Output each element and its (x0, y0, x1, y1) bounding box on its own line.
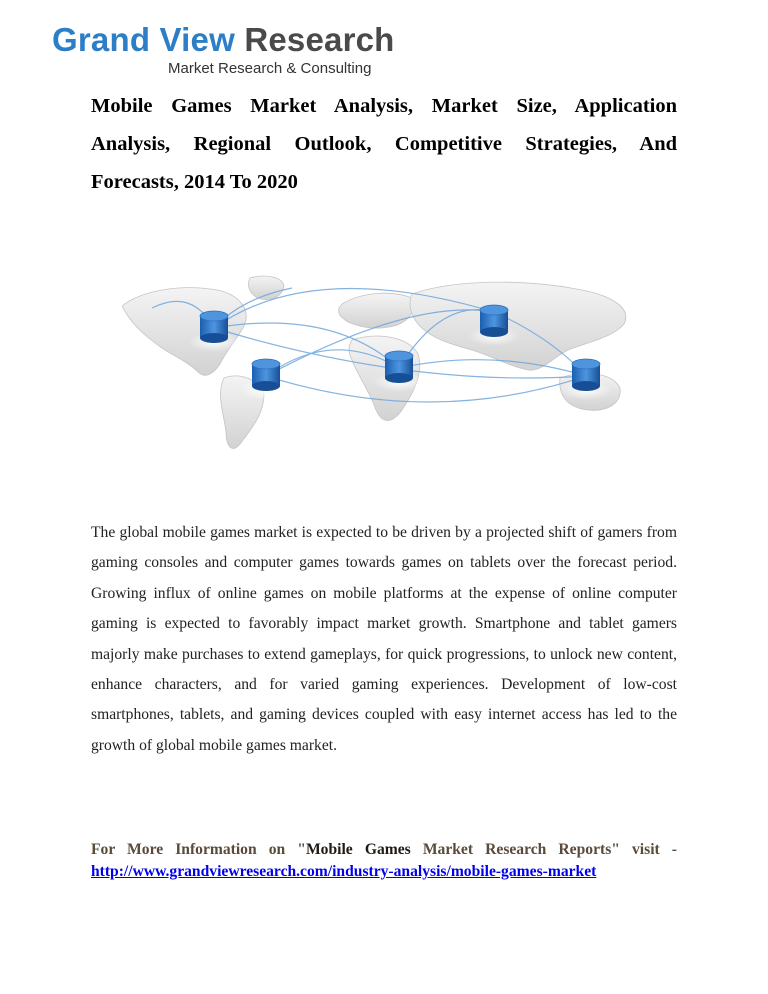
asia-shape (410, 282, 626, 370)
europe-shape (339, 293, 414, 328)
greenland-shape (248, 276, 284, 299)
report-summary-paragraph: The global mobile games market is expected to be driven by a projected shift of gamers from gaming consoles and computer games towards games on tablets over the forecast period. Growing influx of online games on mobile platforms at the expense of online computer gaming is expected to favorably impact market growth. Smartphone and tablet gamers majorly make purchases to extend gameplays, for quick progressions, to unlock new content, enhance characters, and for varied gaming experiences. Development of low-cost smartphones, tablets, and gaming devices coupled with easy internet access has led to the growth of global mobile games market. (91, 524, 677, 754)
more-info-highlight: Mobile Games (305, 841, 411, 858)
more-info-suffix: Market Research Reports" visit - (410, 841, 678, 858)
logo-wordmark (52, 22, 395, 58)
logo-word-research: Research (244, 21, 395, 58)
logo-tagline: Market Research & Consulting (168, 60, 372, 77)
company-logo (52, 21, 395, 77)
more-info-line (91, 836, 677, 864)
world-network-map-image (112, 268, 668, 458)
report-title: Mobile Games Market Analysis, Market Size, Application Analysis, Regional Outlook, Competitive Strategies, And Forecasts, 2014 To 2020 (91, 95, 677, 193)
continents (122, 276, 626, 448)
report-url-link[interactable]: http://www.grandviewresearch.com/industry-analysis/mobile-games-market (91, 863, 597, 880)
logo-word-grand-view: Grand View (52, 21, 235, 58)
more-info-prefix: For More Information on " (91, 841, 306, 858)
